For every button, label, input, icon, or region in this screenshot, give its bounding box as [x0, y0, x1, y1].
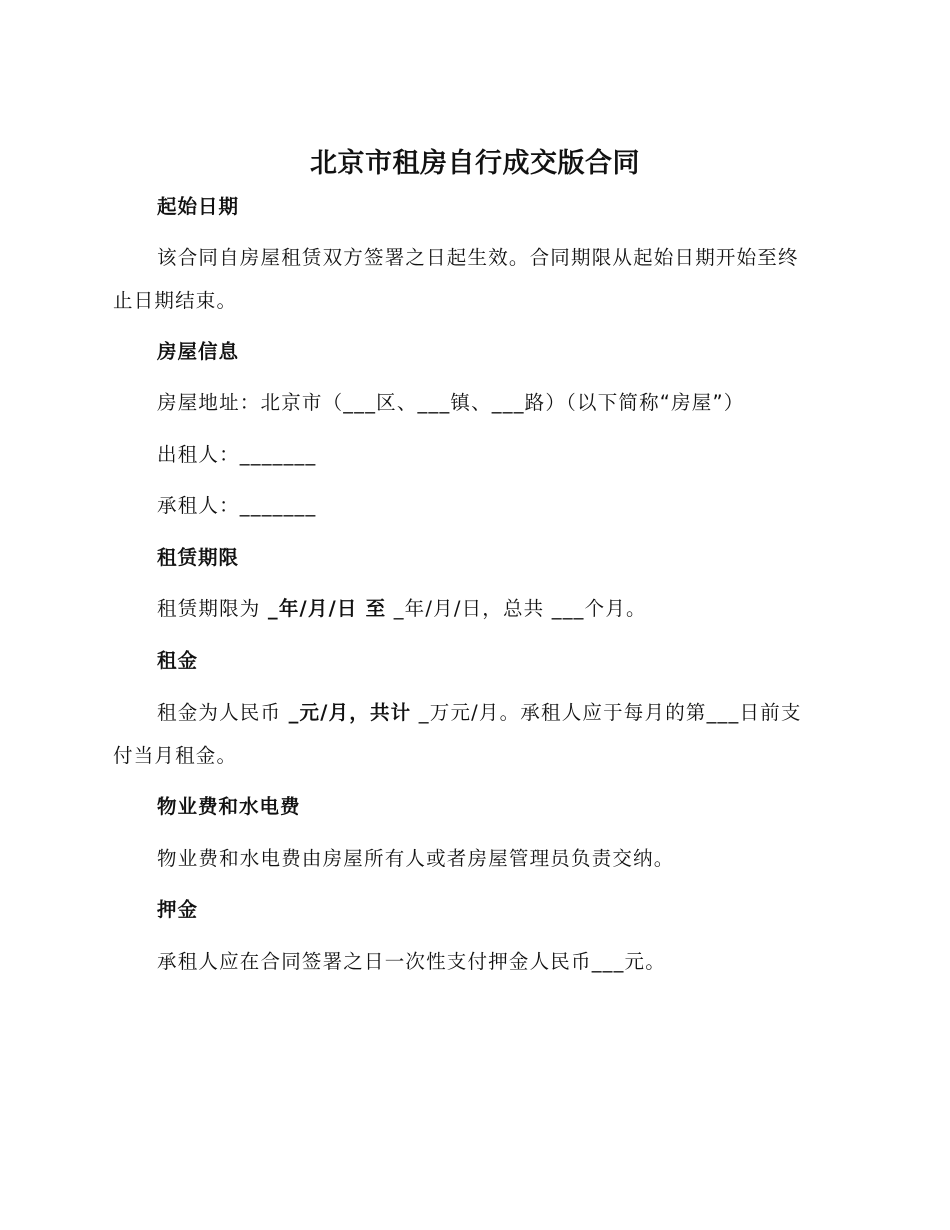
lease-term-start-date: _年/月/日 至 [267, 597, 387, 620]
paragraph-line: 止日期结束。 [113, 289, 238, 312]
section-heading-deposit: 押金 [157, 898, 199, 921]
paragraph-line: 付当月租金。 [113, 744, 238, 767]
lease-term-prefix: 租赁期限为 [157, 597, 268, 620]
rent-suffix: _万元/月。承租人应于每月的第___日前支 [411, 701, 802, 724]
section-heading-property-info: 房屋信息 [157, 340, 240, 363]
rent-amount: _元/月，共计 [288, 701, 412, 724]
section-heading-rent: 租金 [157, 649, 199, 672]
rent-line [157, 698, 802, 728]
paragraph-line: 该合同自房屋租赁双方签署之日起生效。合同期限从起始日期开始至终 [157, 246, 799, 269]
section-heading-start-date: 起始日期 [157, 195, 240, 218]
section-heading-lease-term: 租赁期限 [157, 546, 240, 569]
property-address-line: 房屋地址：北京市（___区、___镇、___路）（以下简称“房屋”） [157, 391, 745, 414]
landlord-line: 出租人：_______ [157, 443, 317, 466]
lease-term-end-date: _年/月/日，总共 ___个月。 [386, 597, 647, 620]
section-heading-utilities: 物业费和水电费 [157, 795, 301, 818]
rent-prefix: 租金为人民币 [157, 701, 289, 724]
paragraph-line: 承租人应在合同签署之日一次性支付押金人民币___元。 [157, 950, 666, 973]
lease-term-line [157, 594, 647, 624]
tenant-line: 承租人：_______ [157, 494, 317, 517]
paragraph-line: 物业费和水电费由房屋所有人或者房屋管理员负责交纳。 [157, 847, 675, 870]
document-title: 北京市租房自行成交版合同 [310, 148, 640, 179]
